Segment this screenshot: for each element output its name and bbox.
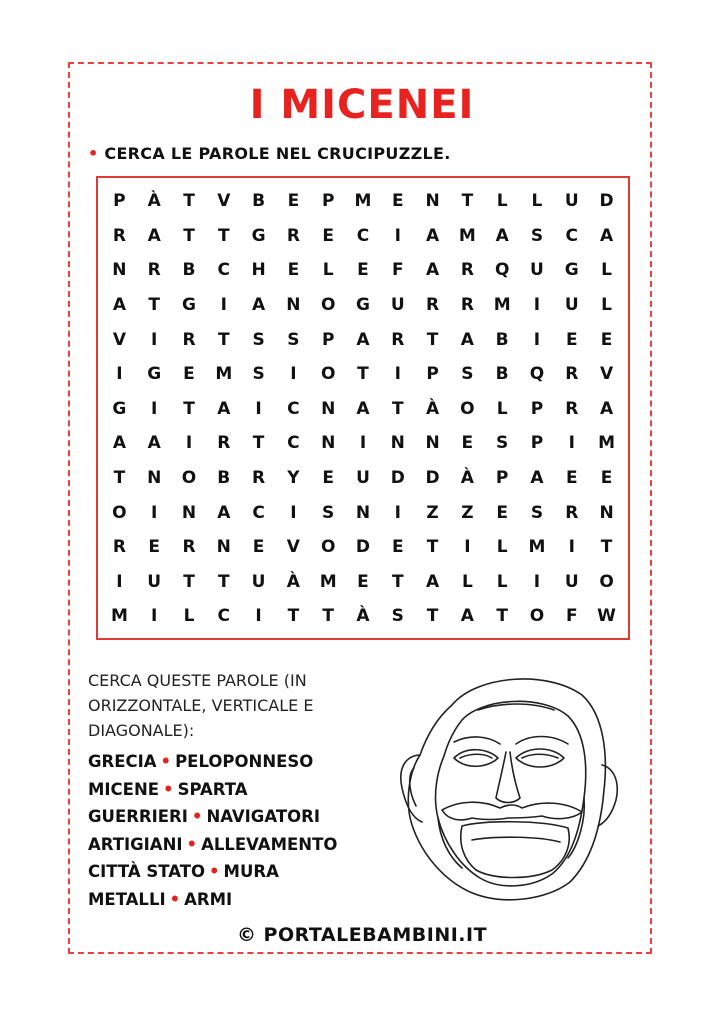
grid-letter: À (147, 191, 161, 212)
word-separator: • (169, 889, 181, 909)
grid-letter: I (464, 537, 471, 558)
word-list-row (88, 831, 337, 859)
grid-letter: O (320, 295, 336, 316)
grid-letter: R (565, 502, 579, 523)
grid-letter: T (391, 398, 404, 419)
grid-letter: A (356, 329, 370, 350)
grid-letter: E (252, 537, 265, 558)
grid-letter: U (356, 468, 370, 489)
grid-letter: L (601, 295, 612, 316)
grid-letter: Z (461, 502, 474, 523)
grid-letter: R (112, 537, 126, 558)
grid-letter: G (182, 295, 196, 316)
grid-letter: À (425, 398, 440, 419)
grid-letter: T (600, 537, 613, 558)
grid-letter: P (530, 398, 544, 419)
grid-letter: E (322, 225, 334, 246)
grid-letter: O (320, 537, 336, 558)
search-word: MICENE (88, 779, 160, 799)
word-search-grid (102, 184, 624, 634)
grid-letter: I (394, 502, 401, 523)
grid-letter: E (287, 191, 300, 212)
grid-letter: L (461, 571, 473, 592)
grid-letter: V (112, 329, 126, 350)
search-word: MURA (223, 862, 279, 881)
grid-letter: S (530, 225, 544, 246)
grid-letter: M (528, 537, 546, 558)
grid-letter: F (391, 260, 404, 281)
grid-letter: T (183, 225, 195, 246)
grid-letter: O (320, 364, 336, 385)
grid-letter: G (251, 225, 266, 246)
grid-letter: B (495, 364, 509, 385)
grid-letter: N (286, 295, 301, 316)
search-word: GUERRIERI (88, 807, 188, 826)
grid-letter: E (183, 364, 195, 385)
grid-letter: T (461, 191, 474, 212)
grid-letter: T (426, 329, 439, 350)
grid-letter: P (113, 191, 126, 212)
search-word: ARMI (184, 889, 233, 909)
instruction-bullet: • (88, 144, 99, 163)
grid-letter: G (112, 398, 127, 419)
grid-letter: T (426, 537, 439, 558)
word-list-row (88, 858, 337, 886)
grid-letter: W (597, 606, 616, 627)
grid-letter: V (286, 537, 300, 558)
grid-letter: Q (494, 260, 510, 281)
grid-letter: R (565, 398, 579, 419)
instruction-text: CERCA LE PAROLE NEL CRUCIPUZZLE. (104, 144, 451, 163)
grid-letter: E (496, 502, 508, 523)
grid-letter: À (460, 468, 474, 489)
search-word: METALLI (88, 889, 166, 909)
grid-letter: C (356, 225, 370, 246)
grid-letter: I (151, 329, 158, 350)
word-list-intro: CERCA QUESTE PAROLE (IN ORIZZONTALE, VERTICALE E DIAGONALE): (88, 671, 314, 740)
grid-letter: A (356, 398, 370, 419)
grid-letter: T (426, 606, 439, 627)
grid-letter: L (601, 260, 612, 281)
grid-letter: U (530, 260, 544, 281)
grid-letter: U (564, 571, 579, 592)
grid-letter: À (286, 571, 300, 592)
grid-letter: A (425, 260, 440, 281)
grid-letter: S (391, 606, 404, 627)
word-separator: • (160, 752, 172, 771)
grid-letter: R (286, 225, 300, 246)
grid-letter: N (425, 433, 440, 454)
grid-letter: I (255, 606, 262, 627)
grid-letter: A (252, 295, 266, 316)
grid-letter: M (354, 191, 372, 212)
grid-letter: N (425, 191, 440, 212)
search-word: ARTIGIANI (88, 834, 183, 854)
grid-letter: M (598, 433, 616, 454)
grid-letter: R (460, 295, 474, 316)
grid-letter: T (287, 606, 300, 627)
grid-letter: T (217, 225, 230, 246)
grid-letter: E (287, 260, 300, 281)
grid-letter: E (148, 537, 160, 558)
grid-letter: H (251, 260, 266, 281)
grid-letter: V (599, 364, 614, 385)
grid-letter: N (112, 260, 127, 281)
grid-letter: L (322, 260, 334, 281)
grid-letter: T (148, 295, 160, 316)
grid-letter: T (113, 468, 126, 489)
grid-letter: C (287, 433, 300, 454)
grid-letter: E (322, 468, 334, 489)
grid-letter: R (182, 329, 196, 350)
grid-letter: T (217, 571, 230, 592)
grid-letter: E (565, 468, 578, 489)
word-list-row (88, 748, 337, 776)
grid-letter: A (425, 571, 440, 592)
grid-letter: F (565, 606, 578, 627)
grid-letter: N (147, 468, 162, 489)
grid-letter: I (533, 329, 541, 350)
grid-letter: U (564, 295, 579, 316)
grid-letter: N (599, 502, 614, 523)
grid-letter: I (116, 571, 123, 592)
grid-letter: I (394, 225, 401, 246)
grid-letter: M (215, 364, 233, 385)
grid-letter: E (357, 571, 369, 592)
grid-letter: C (287, 398, 300, 419)
grid-letter: O (112, 502, 127, 523)
grid-letter: I (290, 502, 297, 523)
grid-letter: I (533, 571, 541, 592)
grid-letter: M (110, 606, 128, 627)
grid-letter: R (252, 468, 266, 489)
grid-letter: R (565, 364, 579, 385)
grid-letter: E (357, 260, 369, 281)
page-title: I MICENEI (249, 82, 475, 128)
grid-letter: I (151, 398, 158, 419)
grid-letter: I (151, 502, 158, 523)
grid-letter: A (147, 433, 161, 454)
grid-letter: E (391, 191, 404, 212)
grid-letter: A (599, 225, 614, 246)
grid-letter: L (496, 398, 508, 419)
grid-letter: O (181, 468, 197, 489)
grid-letter: E (600, 468, 613, 489)
word-separator: • (163, 779, 174, 799)
grid-letter: T (183, 571, 195, 592)
grid-letter: O (529, 606, 545, 627)
search-word: CITTÀ STATO (88, 862, 205, 881)
grid-letter: G (564, 260, 579, 281)
grid-letter: L (496, 571, 508, 592)
grid-letter: N (390, 433, 405, 454)
grid-letter: A (112, 295, 126, 316)
word-list-row (88, 886, 337, 914)
grid-letter: D (599, 191, 614, 212)
word-separator: • (186, 834, 198, 854)
grid-letter: Z (426, 502, 439, 523)
word-list-row (88, 803, 337, 831)
grid-letter: L (496, 537, 508, 558)
grid-letter: L (183, 606, 195, 627)
grid-letter: I (116, 364, 123, 385)
mycenaean-mask-illustration (382, 660, 632, 910)
grid-letter: N (321, 433, 336, 454)
grid-letter: L (496, 191, 508, 212)
grid-letter: C (252, 502, 265, 523)
grid-letter: I (185, 433, 193, 454)
grid-letter: O (599, 571, 614, 592)
word-list-row (88, 776, 337, 804)
grid-letter: V (217, 191, 231, 212)
grid-letter: T (183, 398, 195, 419)
grid-letter: R (112, 225, 126, 246)
grid-letter: S (252, 364, 265, 385)
footer-copyright: © PORTALEBAMBINI.IT (236, 924, 488, 946)
word-separator: • (209, 862, 220, 881)
search-word: NAVIGATORI (206, 807, 320, 826)
grid-letter: T (322, 606, 334, 627)
grid-letter: G (355, 295, 370, 316)
search-word: PELOPONNESO (175, 752, 314, 771)
grid-letter: A (460, 329, 474, 350)
grid-letter: A (217, 502, 231, 523)
grid-letter: A (147, 225, 161, 246)
grid-letter: S (496, 433, 509, 454)
grid-letter: E (461, 433, 474, 454)
grid-letter: U (564, 191, 579, 212)
grid-letter: Q (529, 364, 545, 385)
grid-letter: R (460, 260, 474, 281)
grid-letter: P (321, 191, 335, 212)
grid-letter: N (216, 537, 231, 558)
grid-letter: A (112, 433, 126, 454)
grid-letter: S (530, 502, 544, 523)
grid-letter: Y (287, 468, 300, 489)
search-word: ALLEVAMENTO (201, 834, 338, 854)
grid-letter: R (217, 433, 231, 454)
grid-letter: N (181, 502, 197, 523)
grid-letter: I (290, 364, 297, 385)
instruction (88, 144, 451, 163)
grid-letter: I (151, 606, 158, 627)
grid-letter: D (425, 468, 440, 489)
grid-letter: L (531, 191, 543, 212)
grid-letter: A (599, 398, 614, 419)
grid-letter: R (391, 329, 405, 350)
grid-letter: R (182, 537, 196, 558)
grid-letter: A (460, 606, 474, 627)
grid-letter: P (495, 468, 509, 489)
grid-letter: O (460, 398, 475, 419)
grid-letter: T (496, 606, 508, 627)
grid-letter: D (390, 468, 405, 489)
grid-letter: M (319, 571, 337, 592)
grid-letter: T (183, 191, 195, 212)
grid-letter: U (390, 295, 405, 316)
grid-letter: I (394, 364, 401, 385)
grid-letter: B (495, 329, 509, 350)
grid-letter: P (530, 433, 544, 454)
grid-letter: T (391, 571, 404, 592)
grid-letter: I (568, 433, 575, 454)
grid-letter: À (356, 606, 370, 627)
grid-letter: E (391, 537, 404, 558)
grid-letter: I (359, 433, 367, 454)
grid-letter: S (252, 329, 265, 350)
grid-letter: I (568, 537, 575, 558)
grid-letter: A (495, 225, 509, 246)
grid-letter: A (530, 468, 544, 489)
grid-letter: T (252, 433, 265, 454)
grid-letter: E (565, 329, 578, 350)
grid-letter: T (357, 364, 369, 385)
grid-letter: R (147, 260, 161, 281)
grid-letter: B (182, 260, 196, 281)
grid-letter: A (425, 225, 440, 246)
grid-letter: N (355, 502, 371, 523)
grid-letter: C (565, 225, 578, 246)
grid-letter: P (426, 364, 439, 385)
grid-letter: I (255, 398, 262, 419)
grid-letter: R (426, 295, 440, 316)
grid-letter: S (461, 364, 474, 385)
grid-letter: A (217, 398, 231, 419)
grid-letter: I (533, 295, 541, 316)
grid-letter: P (321, 329, 335, 350)
grid-letter: G (147, 364, 162, 385)
grid-letter: U (251, 571, 266, 592)
grid-letter: N (321, 398, 336, 419)
search-word: SPARTA (177, 779, 248, 799)
grid-letter: C (217, 260, 231, 281)
grid-letter: B (217, 468, 231, 489)
grid-letter: M (493, 295, 511, 316)
grid-letter: T (217, 329, 230, 350)
search-word: GRECIA (88, 752, 157, 771)
grid-letter: I (220, 295, 227, 316)
word-separator: • (191, 807, 203, 826)
word-list (88, 748, 337, 913)
grid-letter: U (147, 571, 162, 592)
grid-letter: D (355, 537, 371, 558)
grid-letter: M (458, 225, 476, 246)
grid-letter: B (252, 191, 266, 212)
grid-letter: S (322, 502, 335, 523)
grid-letter: C (217, 606, 231, 627)
grid-letter: E (600, 329, 613, 350)
grid-letter: S (287, 329, 300, 350)
